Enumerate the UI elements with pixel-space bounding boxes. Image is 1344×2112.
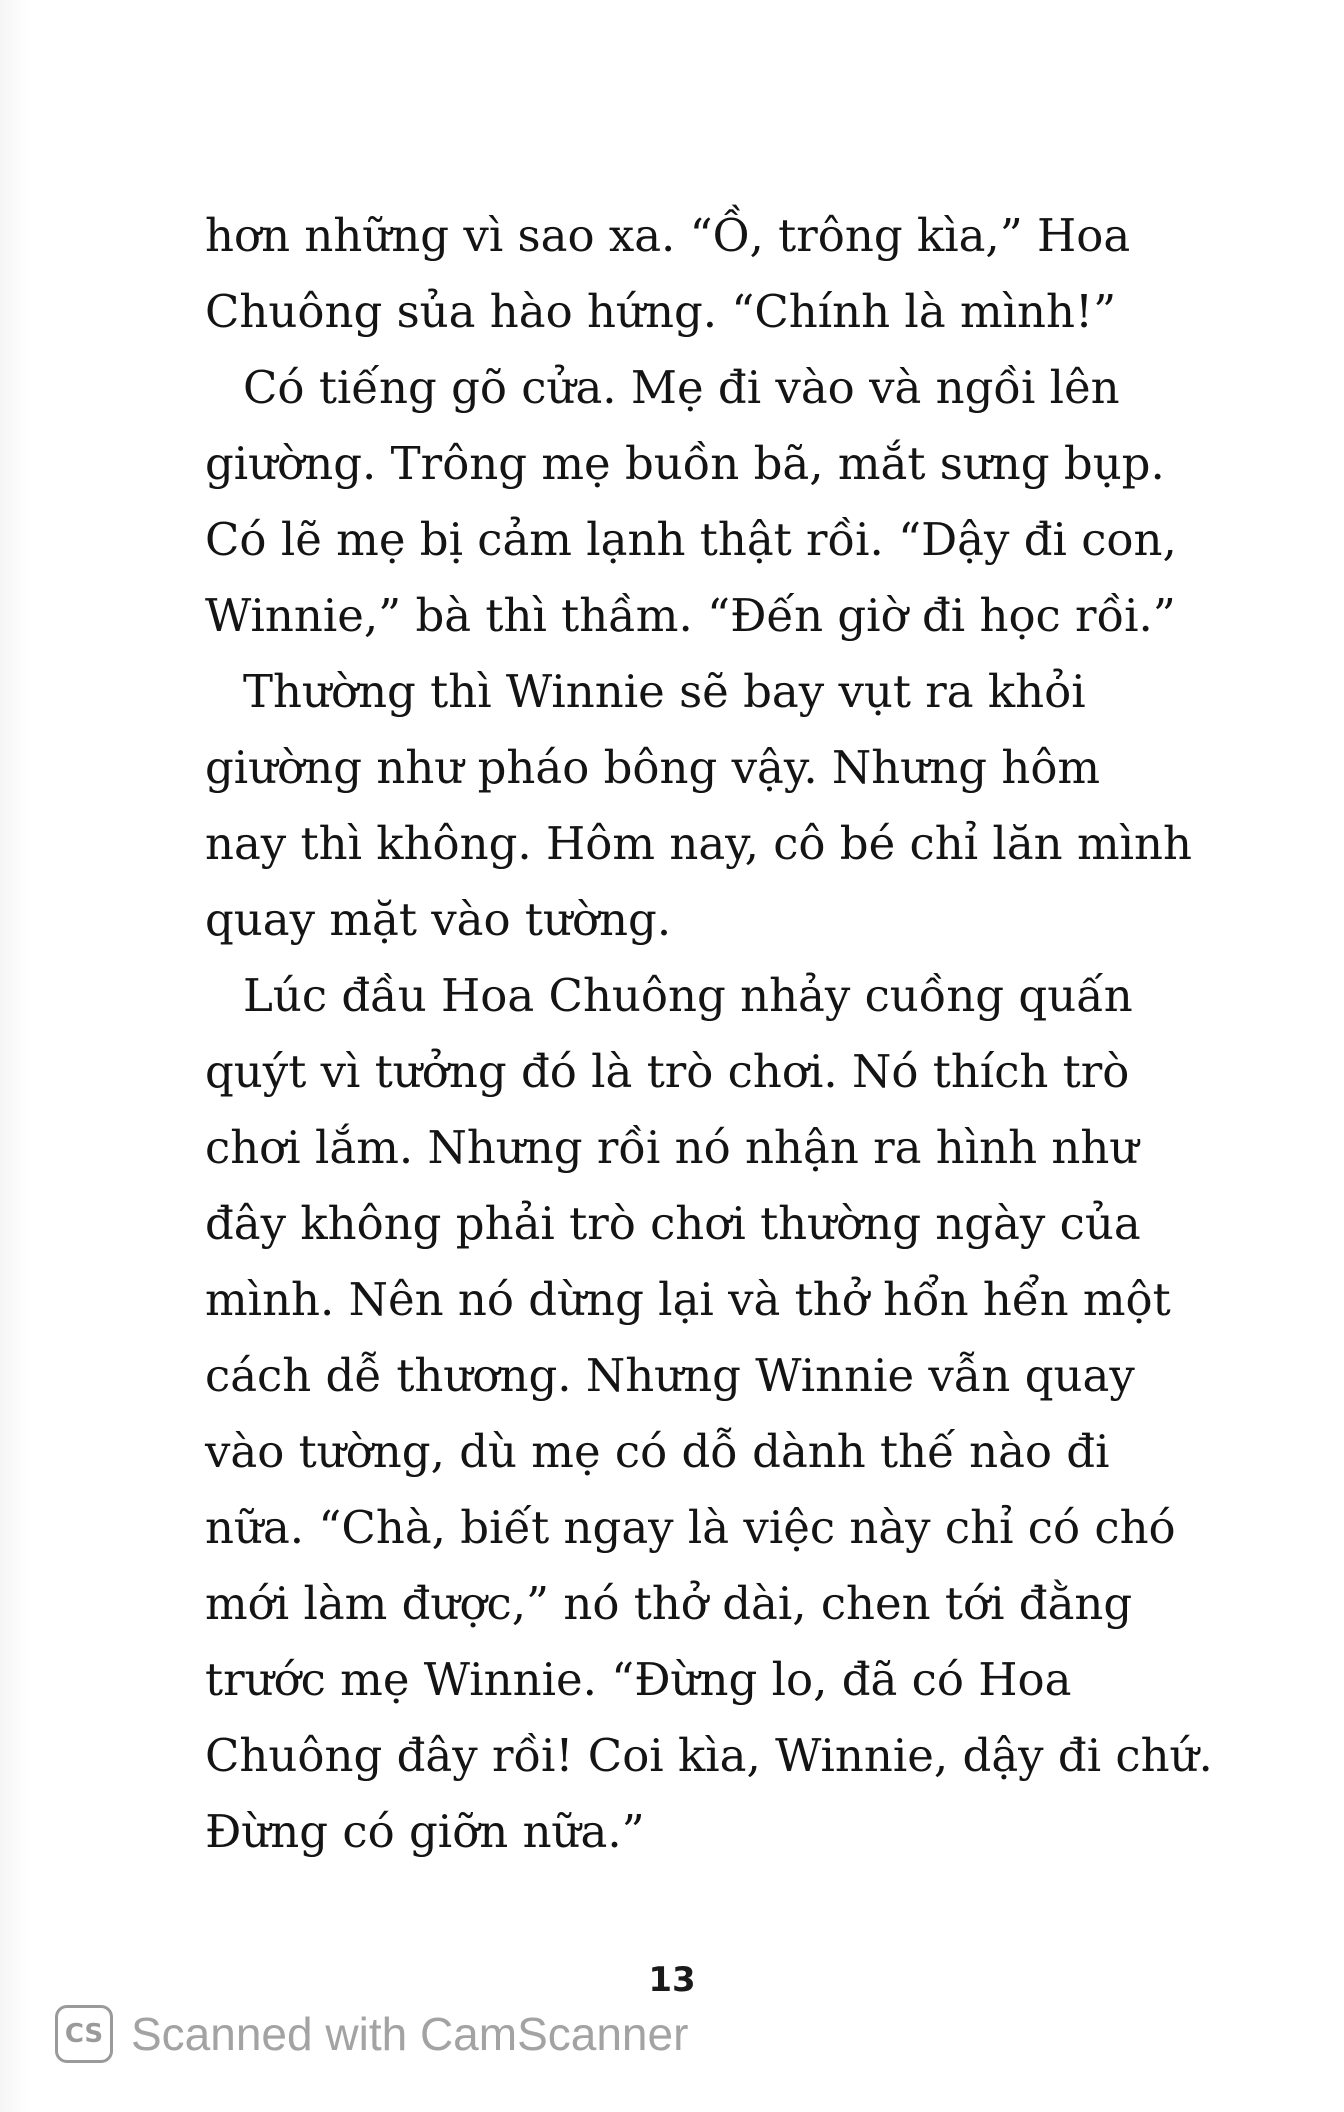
- body-text: [205, 198, 1213, 1870]
- text-line: Winnie,” bà thì thầm. “Đến giờ đi học rồi.”: [205, 589, 1176, 642]
- paragraph: [205, 350, 1177, 654]
- text-line: giường như pháo bông vậy. Nhưng hôm: [205, 741, 1101, 794]
- watermark-text: Scanned with CamScanner: [131, 2008, 689, 2060]
- text-line: Có tiếng gõ cửa. Mẹ đi vào và ngồi lên: [243, 361, 1120, 414]
- text-line: nữa. “Chà, biết ngay là việc này chỉ có chó: [205, 1501, 1176, 1554]
- camscanner-logo-icon: CS: [55, 2005, 113, 2063]
- text-line: Đừng có giỡn nữa.”: [205, 1805, 645, 1858]
- text-line: đây không phải trò chơi thường ngày của: [205, 1197, 1141, 1250]
- text-line: Có lẽ mẹ bị cảm lạnh thật rồi. “Dậy đi con,: [205, 513, 1177, 566]
- text-line: quay mặt vào tường.: [205, 893, 672, 946]
- text-line: Thường thì Winnie sẽ bay vụt ra khỏi: [243, 665, 1086, 718]
- text-line: cách dễ thương. Nhưng Winnie vẫn quay: [205, 1349, 1135, 1402]
- text-line: Lúc đầu Hoa Chuông nhảy cuồng quấn: [243, 969, 1133, 1022]
- text-line: nay thì không. Hôm nay, cô bé chỉ lăn mình: [205, 817, 1192, 870]
- paragraph: [205, 198, 1145, 350]
- text-line: chơi lắm. Nhưng rồi nó nhận ra hình như: [205, 1121, 1139, 1174]
- text-line: vào tường, dù mẹ có dỗ dành thế nào đi: [205, 1425, 1110, 1478]
- text-line: hơn những vì sao xa. “Ồ, trông kìa,” Hoa: [205, 209, 1131, 262]
- paragraph: [205, 654, 1192, 958]
- text-line: quýt vì tưởng đó là trò chơi. Nó thích trò: [205, 1045, 1130, 1098]
- camscanner-watermark: [55, 2000, 688, 2068]
- page-number: 13: [648, 1960, 696, 2000]
- text-line: mình. Nên nó dừng lại và thở hổn hển một: [205, 1273, 1171, 1326]
- text-line: giường. Trông mẹ buồn bã, mắt sưng bụp.: [205, 437, 1165, 490]
- text-line: mới làm được,” nó thở dài, chen tới đằng: [205, 1577, 1133, 1630]
- text-line: Chuông đây rồi! Coi kìa, Winnie, dậy đi chứ.: [205, 1729, 1213, 1782]
- text-line: trước mẹ Winnie. “Đừng lo, đã có Hoa: [205, 1653, 1072, 1706]
- text-line: Chuông sủa hào hứng. “Chính là mình!”: [205, 285, 1117, 338]
- paragraph: [205, 958, 1213, 1870]
